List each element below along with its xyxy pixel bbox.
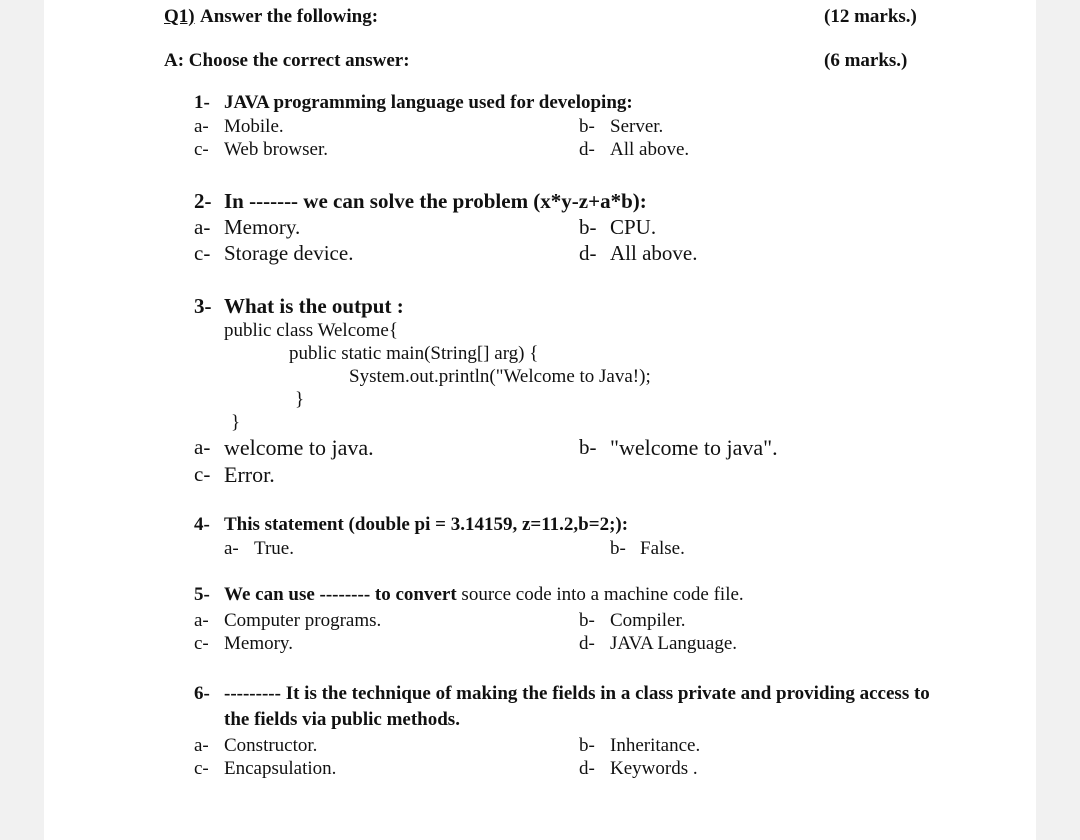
question-text-bold: We can use -------- to convert: [224, 584, 457, 605]
code-line: }: [295, 389, 305, 410]
question-text-rest: source code into a machine code file.: [461, 584, 744, 605]
option-text: True.: [254, 538, 294, 559]
option-letter: d-: [579, 758, 595, 779]
option-text: Inheritance.: [610, 735, 701, 756]
option-text: Compiler.: [610, 610, 686, 631]
option-letter: c-: [194, 758, 209, 779]
section-title: A: Choose the correct answer:: [164, 50, 410, 71]
option-letter: b-: [579, 435, 597, 459]
code-line: }: [231, 412, 241, 433]
option-letter: c-: [194, 241, 211, 265]
option-text: False.: [640, 538, 685, 559]
code-line: public static main(String[] arg) {: [289, 343, 539, 364]
question-number: 4-: [194, 514, 210, 535]
option-text: Keywords .: [610, 758, 698, 779]
option-letter: d-: [579, 139, 595, 160]
question-label: Q1): [164, 6, 195, 27]
option-letter: b-: [610, 538, 626, 559]
option-text: JAVA Language.: [610, 633, 738, 654]
option-text: Encapsulation.: [224, 758, 337, 779]
option-text: Constructor.: [224, 735, 318, 756]
question-text: JAVA programming language used for developing:: [224, 92, 633, 113]
code-line: public class Welcome{: [224, 320, 398, 341]
option-letter: b-: [579, 735, 595, 756]
option-letter: b-: [579, 116, 595, 137]
question-text-line2: the fields via public methods.: [224, 709, 460, 730]
question-text: What is the output :: [224, 294, 404, 318]
option-letter: c-: [194, 462, 211, 486]
question-number: 3-: [194, 294, 212, 318]
option-letter: b-: [579, 215, 597, 239]
option-text: Memory.: [224, 633, 293, 654]
option-text: "welcome to java".: [610, 435, 778, 460]
question-text: [224, 584, 744, 606]
question-text-line1: --------- It is the technique of making the fields in a class private and providing access to: [224, 683, 930, 704]
option-text: Web browser.: [224, 139, 328, 160]
question-text: In ------- we can solve the problem (x*y-z+a*b):: [224, 189, 647, 213]
exam-page: [44, 0, 1036, 840]
option-text: All above.: [610, 139, 690, 160]
option-text: Computer programs.: [224, 610, 382, 631]
option-letter: d-: [579, 633, 595, 654]
option-text: Mobile.: [224, 116, 284, 137]
option-letter: a-: [194, 215, 211, 239]
question-heading: Answer the following:: [200, 6, 379, 27]
option-text: Error.: [224, 462, 275, 487]
option-text: Storage device.: [224, 241, 354, 265]
option-text: Memory.: [224, 215, 301, 239]
question-text: This statement (double pi = 3.14159, z=11.2,b=2;):: [224, 514, 629, 535]
option-letter: a-: [194, 116, 209, 137]
section-marks: (6 marks.): [824, 50, 908, 71]
question-marks: (12 marks.): [824, 6, 917, 27]
option-text: All above.: [610, 241, 698, 265]
option-text: CPU.: [610, 215, 657, 239]
option-letter: a-: [224, 538, 239, 559]
question-number: 2-: [194, 189, 212, 213]
option-letter: a-: [194, 610, 209, 631]
option-letter: d-: [579, 241, 597, 265]
option-letter: a-: [194, 435, 211, 459]
option-letter: a-: [194, 735, 209, 756]
option-text: welcome to java.: [224, 435, 374, 460]
option-text: Server.: [610, 116, 664, 137]
option-letter: c-: [194, 633, 209, 654]
option-letter: c-: [194, 139, 209, 160]
question-number: 6-: [194, 683, 210, 704]
code-line: System.out.println("Welcome to Java!);: [349, 366, 651, 387]
option-letter: b-: [579, 610, 595, 631]
question-number: 5-: [194, 584, 210, 605]
question-number: 1-: [194, 92, 210, 113]
